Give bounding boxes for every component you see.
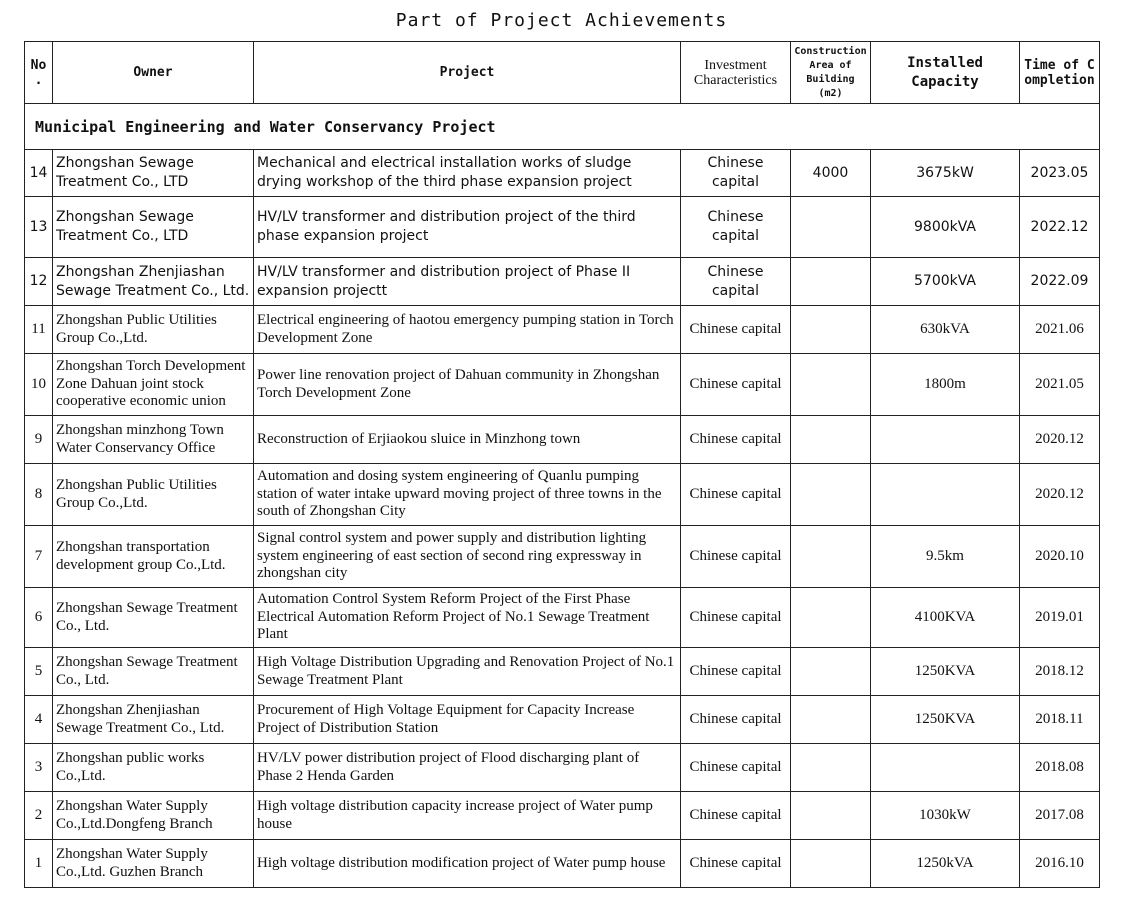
table-row	[25, 197, 1100, 258]
header-no: No .	[25, 42, 53, 104]
project-cell: High voltage distribution capacity increase project of Water pump house	[254, 792, 681, 840]
area-cell	[791, 840, 871, 888]
investment-cell: Chinese capital	[681, 792, 791, 840]
project-cell: Procurement of High Voltage Equipment for Capacity Increase Project of Distribution Station	[254, 696, 681, 744]
area-cell	[791, 648, 871, 696]
achievements-table	[24, 41, 1100, 888]
row-number: 5	[25, 648, 53, 696]
row-number: 9	[25, 416, 53, 464]
table-row	[25, 840, 1100, 888]
section-row	[25, 104, 1100, 150]
owner-cell: Zhongshan Public Utilities Group Co.,Ltd.	[53, 464, 254, 526]
table-row	[25, 354, 1100, 416]
owner-cell: Zhongshan Sewage Treatment Co., LTD	[53, 150, 254, 197]
capacity-cell	[871, 464, 1020, 526]
owner-cell: Zhongshan Sewage Treatment Co., Ltd.	[53, 588, 254, 648]
capacity-cell: 5700kVA	[871, 258, 1020, 306]
completion-cell: 2019.01	[1020, 588, 1100, 648]
investment-cell: Chinese capital	[681, 197, 791, 258]
area-cell	[791, 588, 871, 648]
table-row	[25, 696, 1100, 744]
table-row	[25, 416, 1100, 464]
row-number: 14	[25, 150, 53, 197]
table-row	[25, 648, 1100, 696]
project-cell: HV/LV transformer and distribution project of the third phase expansion project	[254, 197, 681, 258]
row-number: 11	[25, 306, 53, 354]
table-row	[25, 464, 1100, 526]
area-cell	[791, 258, 871, 306]
completion-cell: 2022.12	[1020, 197, 1100, 258]
row-number: 10	[25, 354, 53, 416]
completion-cell: 2023.05	[1020, 150, 1100, 197]
owner-cell: Zhongshan Water Supply Co.,Ltd.Dongfeng Branch	[53, 792, 254, 840]
capacity-cell: 1800m	[871, 354, 1020, 416]
capacity-cell: 1250KVA	[871, 648, 1020, 696]
header-area: Construction Area of Building (m2)	[791, 42, 871, 104]
section-title: Municipal Engineering and Water Conservancy Project	[25, 104, 1100, 150]
row-number: 1	[25, 840, 53, 888]
table-header-row	[25, 42, 1100, 104]
investment-cell: Chinese capital	[681, 464, 791, 526]
investment-cell: Chinese capital	[681, 648, 791, 696]
table-row	[25, 258, 1100, 306]
header-capacity: Installed Capacity	[871, 42, 1020, 104]
header-project: Project	[254, 42, 681, 104]
investment-cell: Chinese capital	[681, 258, 791, 306]
area-cell	[791, 354, 871, 416]
area-cell	[791, 744, 871, 792]
investment-cell: Chinese capital	[681, 526, 791, 588]
table-row	[25, 588, 1100, 648]
investment-cell: Chinese capital	[681, 150, 791, 197]
row-number: 3	[25, 744, 53, 792]
owner-cell: Zhongshan Zhenjiashan Sewage Treatment Co., Ltd.	[53, 696, 254, 744]
area-cell	[791, 464, 871, 526]
capacity-cell: 9800kVA	[871, 197, 1020, 258]
project-cell: Automation and dosing system engineering of Quanlu pumping station of water intake upward moving project of three towns in the south of Zhongshan City	[254, 464, 681, 526]
table-row	[25, 306, 1100, 354]
table-row	[25, 526, 1100, 588]
header-investment: Investment Characteristics	[681, 42, 791, 104]
owner-cell: Zhongshan public works Co.,Ltd.	[53, 744, 254, 792]
header-completion: Time of Completion	[1020, 42, 1100, 104]
area-cell	[791, 696, 871, 744]
owner-cell: Zhongshan Torch Development Zone Dahuan joint stock cooperative economic union	[53, 354, 254, 416]
area-cell	[791, 197, 871, 258]
completion-cell: 2020.12	[1020, 464, 1100, 526]
row-number: 12	[25, 258, 53, 306]
completion-cell: 2018.08	[1020, 744, 1100, 792]
completion-cell: 2018.11	[1020, 696, 1100, 744]
capacity-cell	[871, 744, 1020, 792]
project-cell: Automation Control System Reform Project of the First Phase Electrical Automation Reform Project of No.1 Sewage Treatment Plant	[254, 588, 681, 648]
row-number: 8	[25, 464, 53, 526]
completion-cell: 2021.06	[1020, 306, 1100, 354]
investment-cell: Chinese capital	[681, 354, 791, 416]
investment-cell: Chinese capital	[681, 696, 791, 744]
completion-cell: 2020.10	[1020, 526, 1100, 588]
completion-cell: 2016.10	[1020, 840, 1100, 888]
investment-cell: Chinese capital	[681, 840, 791, 888]
project-cell: Mechanical and electrical installation works of sludge drying workshop of the third phase expansion project	[254, 150, 681, 197]
completion-cell: 2021.05	[1020, 354, 1100, 416]
row-number: 6	[25, 588, 53, 648]
completion-cell: 2022.09	[1020, 258, 1100, 306]
project-cell: Reconstruction of Erjiaokou sluice in Minzhong town	[254, 416, 681, 464]
capacity-cell: 9.5km	[871, 526, 1020, 588]
project-cell: HV/LV power distribution project of Flood discharging plant of Phase 2 Henda Garden	[254, 744, 681, 792]
row-number: 4	[25, 696, 53, 744]
investment-cell: Chinese capital	[681, 416, 791, 464]
capacity-cell: 3675kW	[871, 150, 1020, 197]
area-cell	[791, 306, 871, 354]
row-number: 2	[25, 792, 53, 840]
investment-cell: Chinese capital	[681, 588, 791, 648]
owner-cell: Zhongshan transportation development group Co.,Ltd.	[53, 526, 254, 588]
capacity-cell: 1250kVA	[871, 840, 1020, 888]
completion-cell: 2018.12	[1020, 648, 1100, 696]
completion-cell: 2017.08	[1020, 792, 1100, 840]
capacity-cell: 4100KVA	[871, 588, 1020, 648]
project-cell: Signal control system and power supply and distribution lighting system engineering of east section of second ring expressway in zhongshan city	[254, 526, 681, 588]
header-owner: Owner	[53, 42, 254, 104]
table-row	[25, 744, 1100, 792]
project-cell: HV/LV transformer and distribution project of Phase II expansion projectt	[254, 258, 681, 306]
owner-cell: Zhongshan Sewage Treatment Co., LTD	[53, 197, 254, 258]
project-cell: High Voltage Distribution Upgrading and Renovation Project of No.1 Sewage Treatment Plant	[254, 648, 681, 696]
owner-cell: Zhongshan Sewage Treatment Co., Ltd.	[53, 648, 254, 696]
area-cell	[791, 526, 871, 588]
capacity-cell: 1250KVA	[871, 696, 1020, 744]
table-row	[25, 792, 1100, 840]
row-number: 13	[25, 197, 53, 258]
area-cell	[791, 416, 871, 464]
project-cell: Electrical engineering of haotou emergency pumping station in Torch Development Zone	[254, 306, 681, 354]
table-row	[25, 150, 1100, 197]
page-title: Part of Project Achievements	[395, 10, 728, 31]
project-cell: High voltage distribution modification project of Water pump house	[254, 840, 681, 888]
owner-cell: Zhongshan Water Supply Co.,Ltd. Guzhen Branch	[53, 840, 254, 888]
owner-cell: Zhongshan Zhenjiashan Sewage Treatment Co., Ltd.	[53, 258, 254, 306]
investment-cell: Chinese capital	[681, 306, 791, 354]
area-cell: 4000	[791, 150, 871, 197]
completion-cell: 2020.12	[1020, 416, 1100, 464]
owner-cell: Zhongshan minzhong Town Water Conservancy Office	[53, 416, 254, 464]
capacity-cell: 1030kW	[871, 792, 1020, 840]
capacity-cell	[871, 416, 1020, 464]
row-number: 7	[25, 526, 53, 588]
project-cell: Power line renovation project of Dahuan community in Zhongshan Torch Development Zone	[254, 354, 681, 416]
area-cell	[791, 792, 871, 840]
capacity-cell: 630kVA	[871, 306, 1020, 354]
investment-cell: Chinese capital	[681, 744, 791, 792]
owner-cell: Zhongshan Public Utilities Group Co.,Ltd.	[53, 306, 254, 354]
